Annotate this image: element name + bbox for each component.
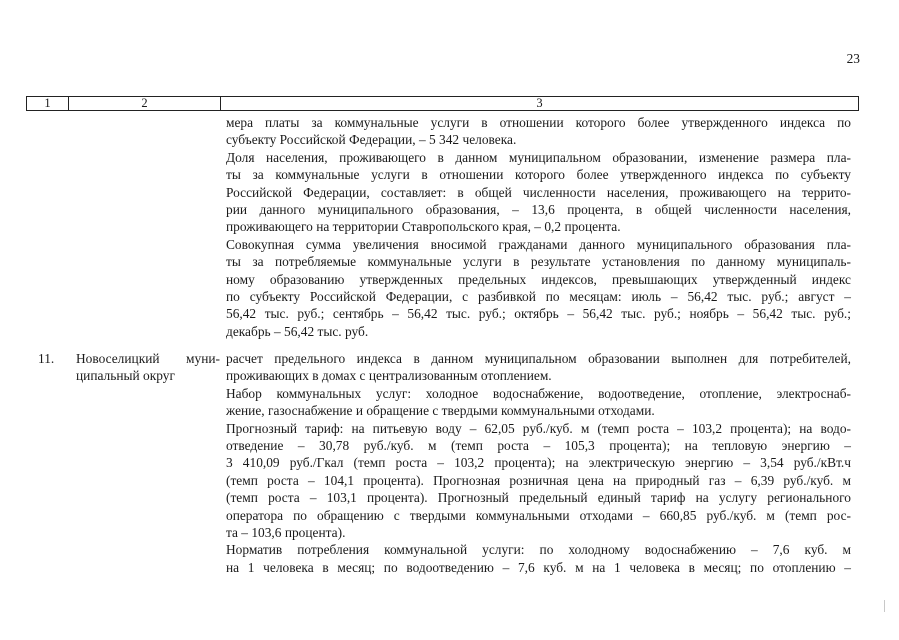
row11-description <box>226 350 851 576</box>
text-line: жение, газоснабжение и обращение с твердыми коммунальными отходами. <box>226 403 655 419</box>
text-line: Доля населения, проживающего в данном муниципальном образовании, изменение размера пла- <box>226 149 851 165</box>
text-line: Набор коммунальных услуг: холодное водоснабжение, водоотведение, отопление, электроснаб- <box>226 385 851 401</box>
text-line: Норматив потребления коммунальной услуги: по холодному водоснабжению – 7,6 куб. м <box>226 542 851 558</box>
text-line: субъекту Российской Федерации, – 5 342 человека. <box>226 132 517 148</box>
text-line: проживающих в домах с централизованным отоплением. <box>226 368 552 384</box>
text-line: Российской Федерации, составляет: в общей численности населения, проживающего на террито- <box>226 184 851 200</box>
text-line: (темп роста – 104,1 процента). Прогнозная розничная цена на природный газ – 6,39 руб./куб. м <box>226 472 851 488</box>
table-header-col3: 3 <box>536 96 543 110</box>
text-line: ты за коммунальные услуги в отношении которого более утвержденного индекса по субъекту <box>226 167 851 183</box>
text-line: Прогнозный тариф: на питьевую воду – 62,05 руб./куб. м (темп роста – 103,2 процента); на водо- <box>226 420 851 436</box>
text-line: Совокупная сумма увеличения вносимой гражданами данного муниципального образования пла- <box>226 236 851 252</box>
page-number: 23 <box>846 51 860 66</box>
text-line: ты за потребляемые коммунальные услуги в результате установления по данному муниципаль- <box>226 254 851 270</box>
table-header-col2: 2 <box>69 97 221 110</box>
text-line: расчет предельного индекса в данном муниципальном образовании выполнен для потребителей, <box>226 351 851 366</box>
continuation-text <box>226 114 851 340</box>
municipality-name <box>76 350 220 385</box>
text-line: ному образованию утвержденных предельных индексов, превышающих утвержденный индекс <box>226 271 851 287</box>
text-line: мера платы за коммунальные услуги в отношении которого более утвержденного индекса по <box>226 115 851 130</box>
text-line: рии данного муниципального образования, – 13,6 процента, в общей численности населения, <box>226 202 851 218</box>
row-number: 11. <box>38 351 55 366</box>
text-line: 56,42 тыс. руб.; сентябрь – 56,42 тыс. руб.; октябрь – 56,42 тыс. руб.; ноябрь – 56,42 тыс. руб.; <box>226 306 851 322</box>
scan-artifact <box>884 600 885 612</box>
table-header-row <box>26 96 859 111</box>
text-line: на 1 человека в месяц; по водоотведению – 7,6 куб. м на 1 человека в месяц; по отоплению – <box>226 559 851 575</box>
text-line: 3 410,09 руб./Гкал (темп роста – 103,2 процента); на электрическую энергию – 3,54 руб./кВт.ч <box>226 455 851 471</box>
municipality-name-line: ципальный округ <box>76 368 175 384</box>
text-line: декабрь – 56,42 тыс. руб. <box>226 323 369 339</box>
text-line: та – 103,6 процента). <box>226 525 346 541</box>
municipality-name-line: Новоселицкий муни- <box>76 351 220 366</box>
text-line: отведение – 30,78 руб./куб. м (темп роста – 105,3 процента); на тепловую энергию – <box>226 438 851 454</box>
text-line: оператора по обращению с твердыми коммунальными отходами – 660,85 руб./куб. м (темп рос- <box>226 507 851 523</box>
text-line: (темп роста – 103,1 процента). Прогнозный предельный единый тариф на услугу регионального <box>226 490 851 506</box>
text-line: проживающего на территории Ставропольского края, – 0,2 процента. <box>226 219 621 235</box>
table-header-col1: 1 <box>27 97 69 110</box>
text-line: по субъекту Российской Федерации, с разбивкой по месяцам: июль – 56,42 тыс. руб.; август – <box>226 289 851 305</box>
